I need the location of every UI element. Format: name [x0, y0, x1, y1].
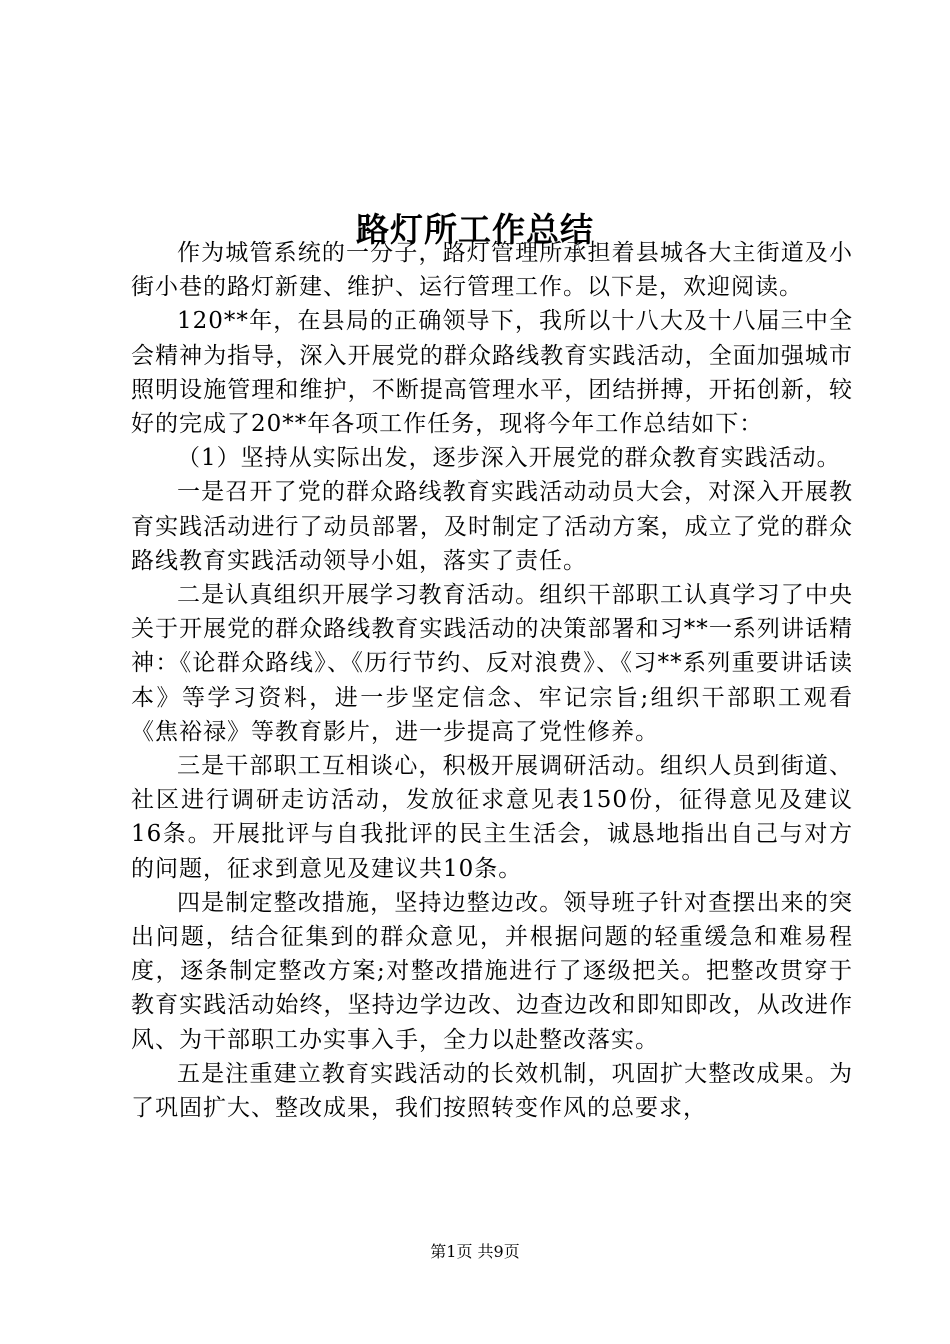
- paragraph: 三是干部职工互相谈心，积极开展调研活动。组织人员到街道、社区进行调研走访活动，发放征求意见表150份，征得意见及建议16条。开展批评与自我批评的民主生活会，诚恳地指出自己与对方的问题，征求到意见及建议共10条。: [131, 753, 853, 882]
- paragraph: 一是召开了党的群众路线教育实践活动动员大会，对深入开展教育实践活动进行了动员部署，及时制定了活动方案，成立了党的群众路线教育实践活动领导小姐，落实了责任。: [131, 479, 853, 574]
- paragraph: 四是制定整改措施，坚持边整边改。领导班子针对查摆出来的突出问题，结合征集到的群众意见，并根据问题的轻重缓急和难易程度，逐条制定整改方案;对整改措施进行了逐级把关。把整改贯穿于教育实践活动始终，坚持边学边改、边查边改和即知即改，从改进作风、为干部职工办实事入手，全力以赴整改落实。: [131, 889, 853, 1053]
- page-number: 第1页 共9页: [430, 1242, 520, 1261]
- document-body: [131, 236, 853, 1125]
- paragraph: 作为城管系统的一分子，路灯管理所承担着县城各大主街道及小街小巷的路灯新建、维护、运行管理工作。以下是，欢迎阅读。: [131, 240, 853, 301]
- document-title: 路灯所工作总结: [356, 210, 594, 250]
- paragraph: 五是注重建立教育实践活动的长效机制，巩固扩大整改成果。为了巩固扩大、整改成果，我们按照转变作风的总要求，: [131, 1060, 853, 1122]
- paragraph: 二是认真组织开展学习教育活动。组织干部职工认真学习了中央关于开展党的群众路线教育实践活动的决策部署和习**一系列讲话精神：《论群众路线》、《历行节约、反对浪费》、《习**系列重要讲话读本》等学习资料，进一步坚定信念、牢记宗旨;组织干部职工观看《焦裕禄》等教育影片，进一步提高了党性修养。: [131, 582, 853, 745]
- page-footer: [0, 1240, 950, 1264]
- paragraph: （1）坚持从实际出发，逐步深入开展党的群众教育实践活动。: [177, 445, 841, 472]
- paragraph: 120**年，在县局的正确领导下，我所以十八大及十八届三中全会精神为指导，深入开展党的群众路线教育实践活动，全面加强城市照明设施管理和维护，不断提高管理水平，团结拼搏，开拓创新，较好的完成了20**年各项工作任务，现将今年工作总结如下：: [131, 308, 853, 438]
